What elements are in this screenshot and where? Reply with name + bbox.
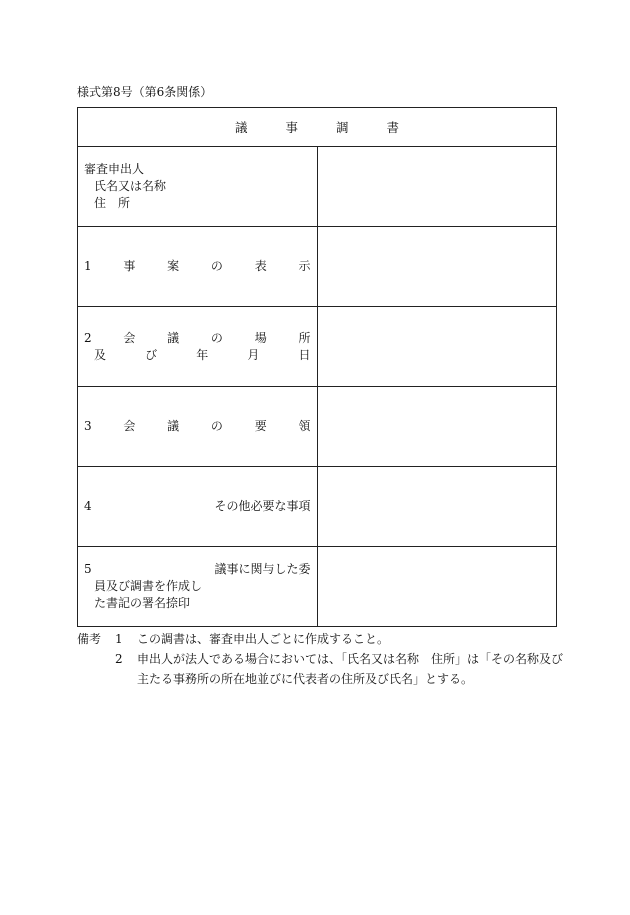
remark-item [77,629,567,649]
label-line: 2 会 議 の 場 所 [84,330,311,345]
title-char: 事 [285,120,298,135]
label-line: 員及び調書を作成し [94,579,203,593]
label-line: 4 その他必要な事項 [84,499,311,513]
row-label [78,227,318,307]
row-label [78,467,318,547]
remark-text: この調書は、審査申出人ごとに作成すること。 [137,632,390,646]
label-line: た書記の署名捺印 [94,596,191,610]
form-row-case [78,227,557,307]
label-line: 1 事 案 の 表 示 [84,259,311,273]
row-label [78,307,318,387]
value-cell-applicant[interactable] [317,147,557,227]
value-cell-meeting-place[interactable] [317,307,557,387]
remark-item [77,649,567,669]
remarks-heading: 備考 [77,632,102,646]
form-row-applicant [78,147,557,227]
title-row [78,108,557,147]
title-char: 書 [386,120,400,135]
label-line: 氏名又は名称 [94,179,167,193]
label-line: 審査申出人 [84,162,145,176]
minutes-form-table [77,107,557,627]
remark-number: 2 [115,652,123,666]
form-row-other-matters [78,467,557,547]
form-row-signatures [78,547,557,627]
document-title [78,108,557,147]
label-line: 5 議事に関与した委 [84,562,311,576]
title-char: 調 [336,120,349,135]
label-line: 及 び 年 月 日 [94,347,311,362]
row-label [78,147,318,227]
title-char: 議 [234,120,248,135]
form-row-meeting-place [78,307,557,387]
value-cell-case[interactable] [317,227,557,307]
remark-continuation: 主たる事務所の所在地並びに代表者の住所及び氏名」とする。 [137,672,474,686]
label-line: 住 所 [94,196,131,210]
remark-number: 1 [115,632,123,646]
form-row-meeting-summary [78,387,557,467]
label-line: 3 会 議 の 要 領 [84,419,311,433]
value-cell-other-matters[interactable] [317,467,557,547]
row-label [78,387,318,467]
row-label [78,547,318,627]
form-number: 様式第8号（第6条関係） [77,85,213,99]
remark-text: 申出人が法人である場合においては、「氏名又は名称 住所」は「その名称及び [137,652,564,666]
value-cell-meeting-summary[interactable] [317,387,557,467]
value-cell-signatures[interactable] [317,547,557,627]
remarks [77,629,567,689]
